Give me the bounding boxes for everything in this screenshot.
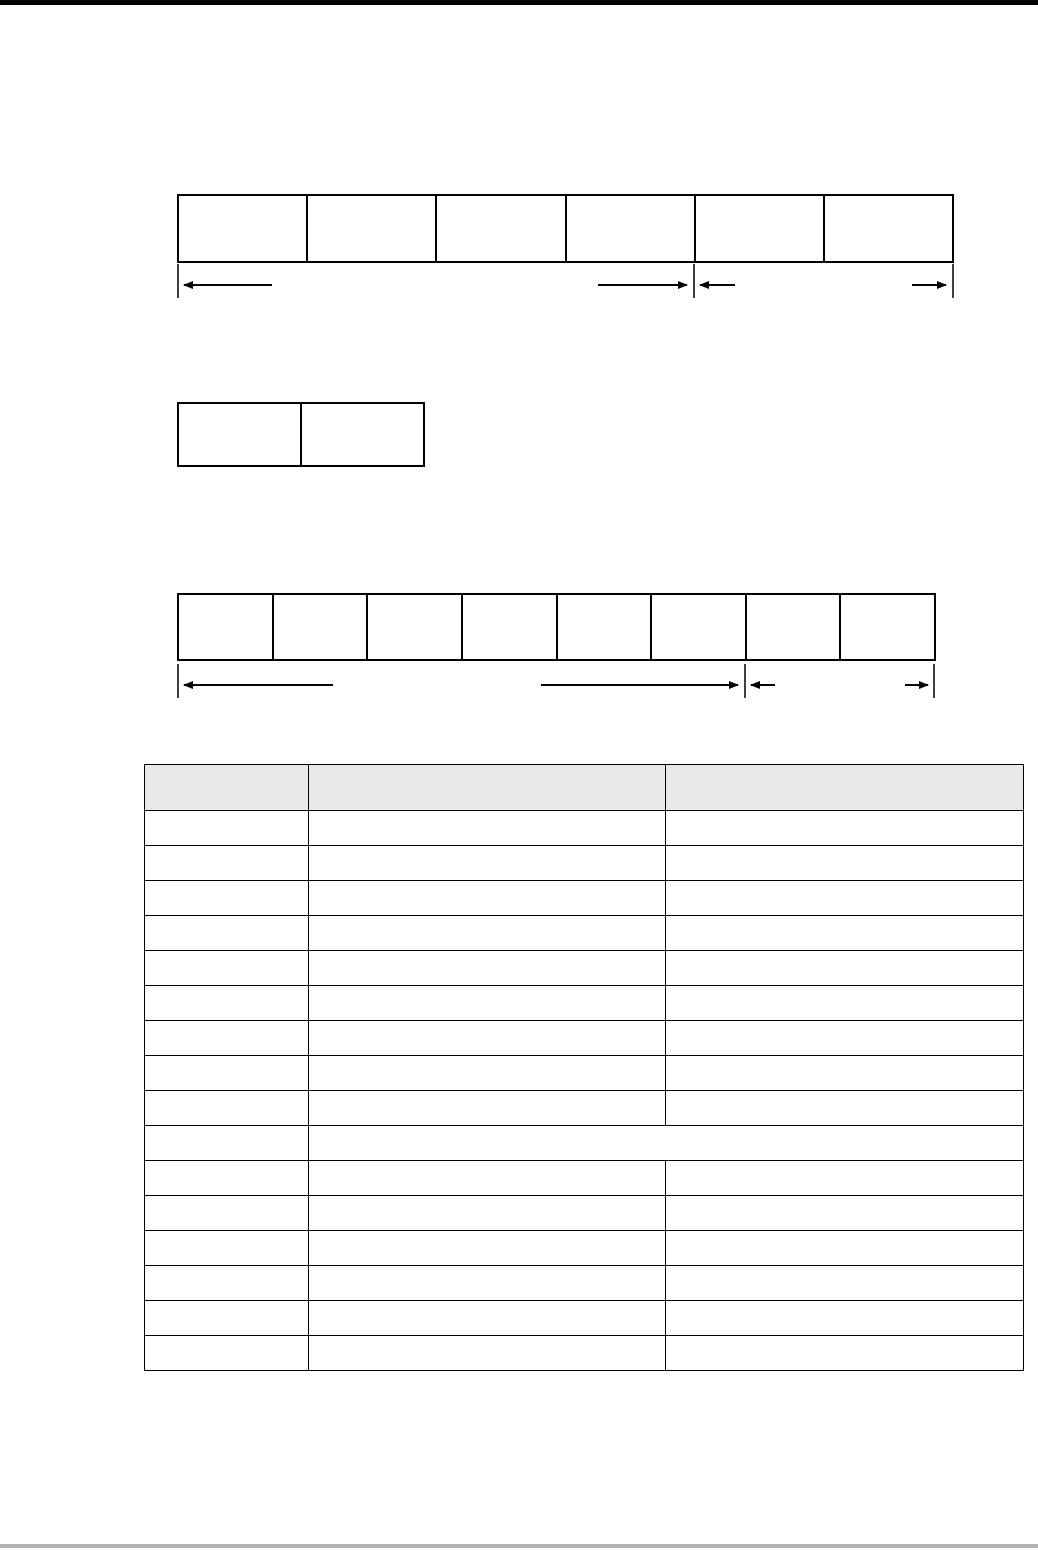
frame-cell: [179, 404, 302, 465]
frame-cell: [747, 595, 842, 659]
table-cell: [145, 1196, 309, 1231]
frame-cell: [567, 196, 696, 261]
table-row: [145, 881, 1024, 916]
frame-cell: [274, 595, 369, 659]
table-cell: [666, 1161, 1024, 1196]
table-cell: [309, 986, 666, 1021]
table-row: [145, 1021, 1024, 1056]
table-cell: [666, 1196, 1024, 1231]
frame-cell: [652, 595, 747, 659]
table-cell: [309, 1091, 666, 1126]
table-cell: [309, 1196, 666, 1231]
table-row: [145, 1266, 1024, 1301]
table-cell: [309, 916, 666, 951]
frame-cell: [179, 196, 308, 261]
table-cell: [145, 1091, 309, 1126]
table-row: [145, 916, 1024, 951]
frame-cell: [558, 595, 653, 659]
frame-cell: [437, 196, 566, 261]
table-cell: [309, 1126, 1024, 1161]
table-cell: [145, 811, 309, 846]
table-row: [145, 846, 1024, 881]
dimension-frame-3: [178, 664, 934, 698]
table-cell: [145, 986, 309, 1021]
frame-cell: [825, 196, 952, 261]
frame-diagram-1: [177, 194, 954, 263]
table-cell: [145, 881, 309, 916]
table-cell: [309, 1336, 666, 1371]
table-cell: [309, 1266, 666, 1301]
table-cell: [666, 846, 1024, 881]
table-header-cell: [309, 765, 666, 811]
table-cell: [145, 1161, 309, 1196]
table-cell: [666, 1021, 1024, 1056]
table-cell: [666, 1056, 1024, 1091]
table-cell: [145, 1056, 309, 1091]
table-cell: [145, 1336, 309, 1371]
table-cell: [145, 1231, 309, 1266]
table-cell: [666, 986, 1024, 1021]
table-cell: [145, 846, 309, 881]
table-cell: [666, 1091, 1024, 1126]
table-header-cell: [666, 765, 1024, 811]
table-row: [145, 1161, 1024, 1196]
table-row: [145, 1301, 1024, 1336]
table-row: [145, 951, 1024, 986]
dimension-frame-1: [178, 264, 953, 298]
table-row: [145, 1056, 1024, 1091]
frame-diagram-3: [177, 593, 936, 661]
table-cell: [309, 1161, 666, 1196]
table-body: [145, 811, 1024, 1371]
bottom-rule: [0, 1544, 1038, 1548]
table-cell: [145, 916, 309, 951]
table-cell: [309, 1301, 666, 1336]
table-cell: [145, 1266, 309, 1301]
table-cell: [309, 881, 666, 916]
table-cell: [309, 846, 666, 881]
table-row: [145, 1126, 1024, 1161]
frame-cell: [463, 595, 558, 659]
top-rule: [0, 0, 1038, 5]
frame-cell: [696, 196, 825, 261]
table-cell: [309, 811, 666, 846]
table-cell: [666, 811, 1024, 846]
table-cell: [145, 951, 309, 986]
table-row: [145, 986, 1024, 1021]
table-cell: [145, 1126, 309, 1161]
table-cell: [666, 916, 1024, 951]
table-row: [145, 1336, 1024, 1371]
table-cell: [309, 1056, 666, 1091]
table-row: [145, 811, 1024, 846]
table-header-row: [145, 765, 1024, 811]
spec-table: [144, 764, 1024, 1371]
table-row: [145, 1196, 1024, 1231]
table-cell: [666, 1231, 1024, 1266]
frame-cell: [179, 595, 274, 659]
table-cell: [666, 951, 1024, 986]
table-cell: [666, 1336, 1024, 1371]
frame-cell: [308, 196, 437, 261]
table-header-cell: [145, 765, 309, 811]
table-cell: [666, 881, 1024, 916]
frame-cell: [368, 595, 463, 659]
table-cell: [309, 1021, 666, 1056]
frame-cell: [841, 595, 934, 659]
frame-cell: [302, 404, 423, 465]
table-cell: [666, 1266, 1024, 1301]
table-cell: [145, 1021, 309, 1056]
table-row: [145, 1231, 1024, 1266]
table-cell: [309, 951, 666, 986]
table-cell: [309, 1231, 666, 1266]
table-cell: [666, 1301, 1024, 1336]
table-cell: [145, 1301, 309, 1336]
table-row: [145, 1091, 1024, 1126]
frame-diagram-2: [177, 402, 425, 467]
